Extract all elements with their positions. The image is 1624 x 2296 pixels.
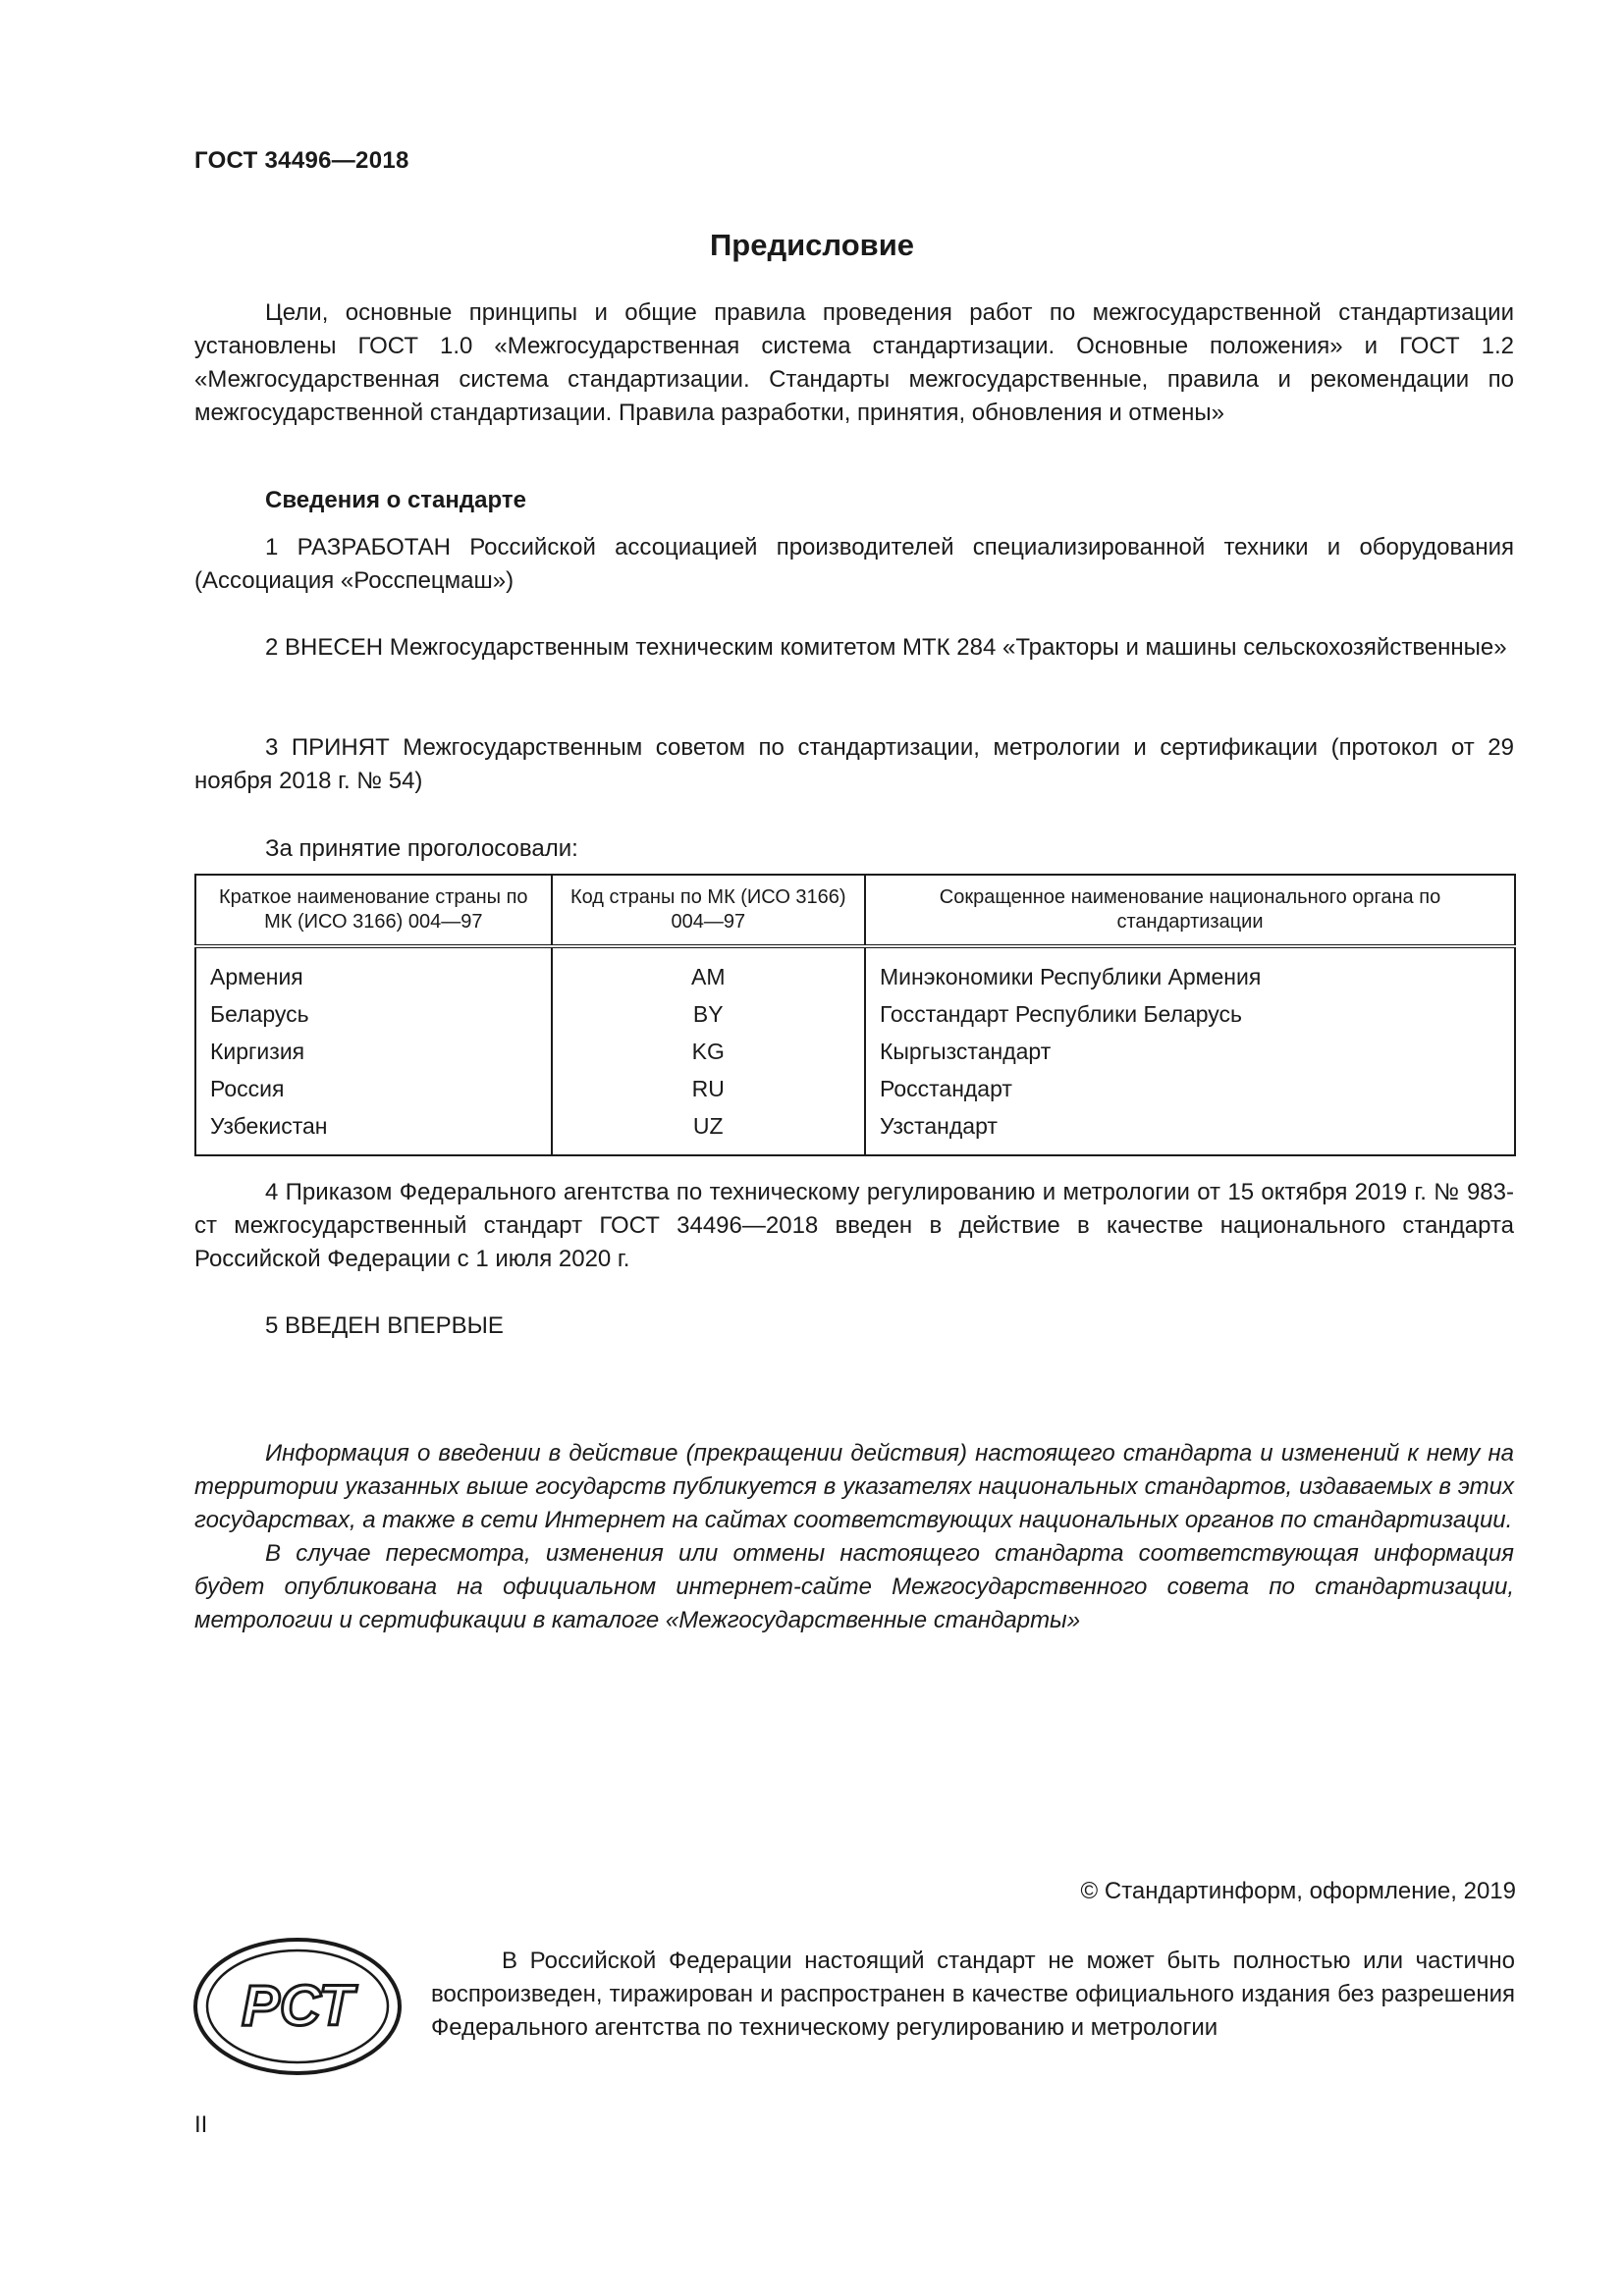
item-3 <box>194 731 1514 798</box>
vote-intro: За принятие проголосовали: <box>265 835 578 862</box>
table-row <box>195 995 1515 1033</box>
body-cell: Росстандарт <box>865 1070 1515 1107</box>
body-cell: Узстандарт <box>865 1107 1515 1155</box>
item-4-text: 4 Приказом Федерального агентства по техническому регулированию и метрологии от 15 октября 2019 г. № 983-ст межгосударственный стандарт ГОСТ 34496—2018 введен в действие в качестве национального стандарта Российской Федерации с 1 июля 2020 г. <box>194 1179 1514 1272</box>
intro-paragraph: Цели, основные принципы и общие правила проведения работ по межгосударственной стандартизации установлены ГОСТ 1.0 «Межгосударственная система стандартизации. Основные положения» и ГОСТ 1.2 «Межгосударственная система стандартизации. Стандарты межгосударственные, правила и рекомендации по межгосударственной стандартизации. Правила разработки, принятия, обновления и отмены» <box>194 299 1514 426</box>
body-cell: Кыргызстандарт <box>865 1033 1515 1070</box>
code-cell: RU <box>552 1070 865 1107</box>
notice-section <box>194 1437 1514 1637</box>
code-cell: AM <box>552 946 865 995</box>
section-title: Предисловие <box>709 228 914 262</box>
item-1 <box>194 531 1514 598</box>
country-cell: Беларусь <box>195 995 552 1033</box>
document-code-header: ГОСТ 34496—2018 <box>194 147 409 174</box>
item-2-text: 2 ВНЕСЕН Межгосударственным техническим комитетом МТК 284 «Тракторы и машины сельскохозяйственные» <box>265 634 1507 661</box>
column-header-code: Код страны по МК (ИСО 3166) 004—97 <box>552 875 865 946</box>
table-row <box>195 1070 1515 1107</box>
code-cell: BY <box>552 995 865 1033</box>
code-cell: UZ <box>552 1107 865 1155</box>
country-cell: Россия <box>195 1070 552 1107</box>
logo-lettering: РСТ <box>242 1974 353 2038</box>
info-heading: Сведения о стандарте <box>265 487 526 513</box>
table-row <box>195 946 1515 995</box>
country-cell: Киргизия <box>195 1033 552 1070</box>
body-cell: Минэкономики Республики Армения <box>865 946 1515 995</box>
item-4 <box>194 1176 1514 1276</box>
table-header-row <box>195 875 1515 946</box>
item-5: 5 ВВЕДЕН ВПЕРВЫЕ <box>265 1312 504 1339</box>
body-cell: Госстандарт Республики Беларусь <box>865 995 1515 1033</box>
page-number: II <box>194 2111 208 2138</box>
country-cell: Узбекистан <box>195 1107 552 1155</box>
table-row <box>195 1033 1515 1070</box>
item-2 <box>194 631 1514 665</box>
item-1-text: 1 РАЗРАБОТАН Российской ассоциацией производителей специализированной техники и оборудования (Ассоциация «Росспецмаш») <box>194 534 1514 594</box>
notice-paragraph-1: Информация о введении в действие (прекращении действия) настоящего стандарта и изменений к нему на территории указанных выше государств публикуется в указателях национальных стандартов, издаваемых в этих государствах, а также в сети Интернет на сайтах соответствующих национальных органов по стандартизации. <box>194 1440 1514 1533</box>
country-cell: Армения <box>195 946 552 995</box>
intro-section <box>194 296 1514 430</box>
item-3-text: 3 ПРИНЯТ Межгосударственным советом по стандартизации, метрологии и сертификации (протокол от 29 ноября 2018 г. № 54) <box>194 734 1514 794</box>
rights-notice: В Российской Федерации настоящий стандарт не может быть полностью или частично воспроизведен, тиражирован и распространен в качестве официального издания без разрешения Федерального агентства по техническому регулированию и метрологии <box>431 1948 1515 2041</box>
column-header-body: Сокращенное наименование национального органа по стандартизации <box>865 875 1515 946</box>
rst-certification-mark-icon <box>192 1937 403 2076</box>
notice-paragraph-2: В случае пересмотра, изменения или отмены настоящего стандарта соответствующая информация будет опубликована на официальном интернет-сайте Межгосударственного совета по стандартизации, метрологии и сертификации в каталоге «Межгосударственные стандарты» <box>194 1540 1514 1633</box>
table-row <box>195 1107 1515 1155</box>
voting-table <box>194 874 1516 1156</box>
code-cell: KG <box>552 1033 865 1070</box>
copyright-line: © Стандартинформ, оформление, 2019 <box>1080 1878 1516 1904</box>
column-header-country: Краткое наименование страны по МК (ИСО 3166) 004—97 <box>195 875 552 946</box>
